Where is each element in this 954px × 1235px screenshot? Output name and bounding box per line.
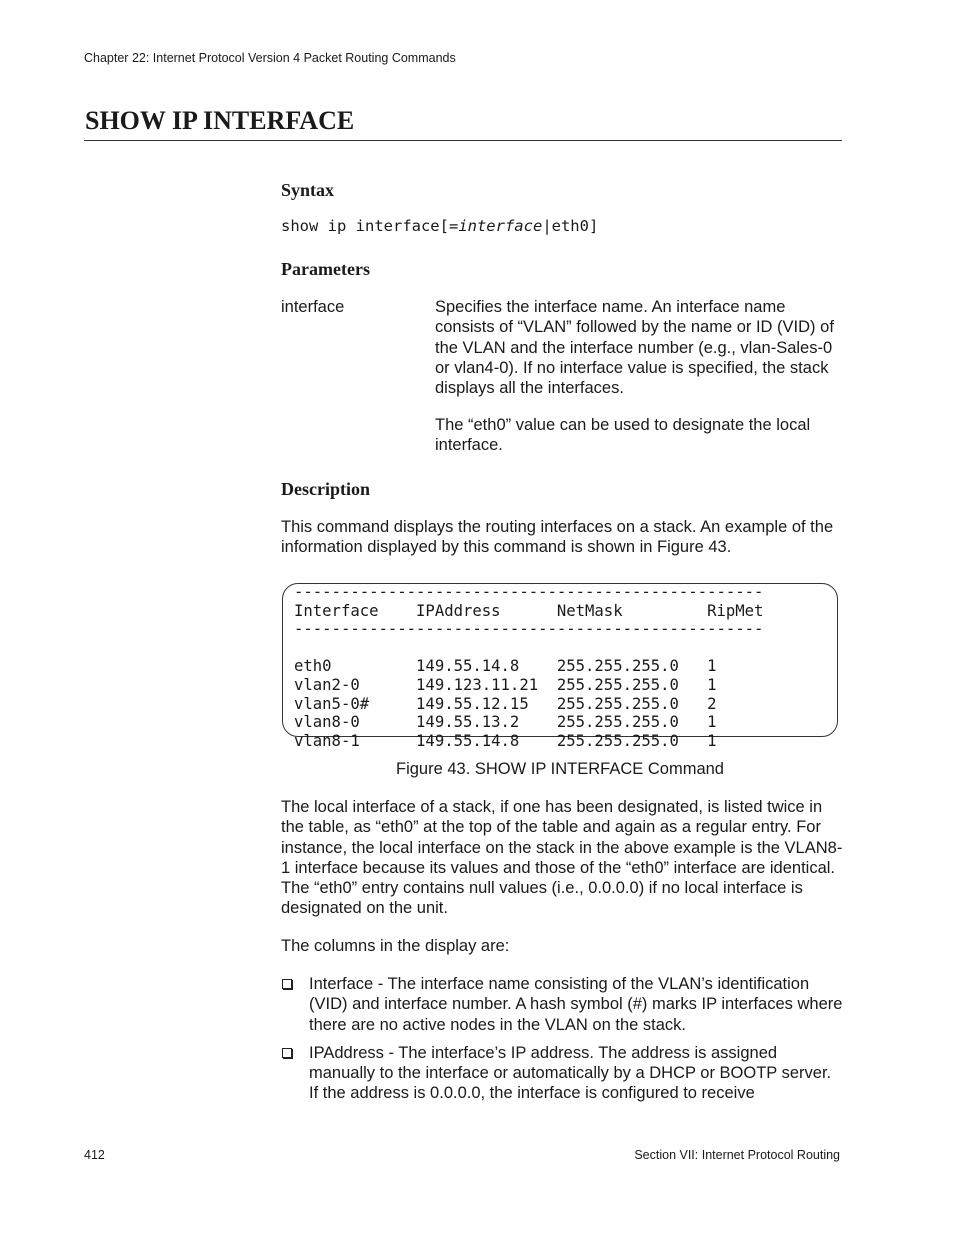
- param-desc-eth0: The “eth0” value can be used to designate the local interface.: [435, 416, 811, 455]
- description-para: The local interface of a stack, if one has been designated, is listed twice in the table, as “eth0” at the top of the table and again as a regular entry. For instance, the local interface on the stack in the above example is the VLAN8-1 interface because its values and those of the “eth0” interface are identical. The “eth0” entry contains null values (i.e., 0.0.0.0) if no local interface is designated on the unit.: [281, 798, 843, 918]
- param-desc: Specifies the interface name. An interface name consists of “VLAN” followed by the name or ID (VID) of the VLAN and the interface number (e.g., vlan-Sales-0 or vlan4-0). If no interface value is specified, the stack displays all the interfaces.: [435, 298, 834, 398]
- section-footer: Section VII: Internet Protocol Routing: [634, 1148, 840, 1162]
- column-list: [281, 974, 843, 1112]
- description-intro: This command displays the routing interfaces on a stack. An example of the information displayed by this command is shown in Figure 43.: [281, 518, 834, 557]
- syntax-suffix: |eth0]: [542, 217, 599, 235]
- page-title: SHOW IP INTERFACE: [85, 106, 355, 135]
- syntax-heading: Syntax: [281, 180, 335, 200]
- columns-intro: The columns in the display are:: [281, 937, 510, 955]
- param-name: interface: [281, 298, 345, 316]
- list-item: IPAddress - The interface’s IP address. The address is assigned manually to the interface or automatically by a DHCP or BOOTP server. If the address is 0.0.0.0, the interface is configured to receive: [281, 1043, 843, 1104]
- syntax-prefix: show ip interface[=: [281, 217, 459, 235]
- list-item: Interface - The interface name consisting of the VLAN’s identification (VID) and interface number. A hash symbol (#) marks IP interfaces where there are no active nodes in the VLAN on the stack.: [281, 974, 843, 1035]
- syntax-param: interface: [458, 217, 543, 235]
- description-heading: Description: [281, 479, 370, 499]
- syntax-command: [281, 217, 598, 235]
- figure-caption: Figure 43. SHOW IP INTERFACE Command: [396, 760, 724, 778]
- figure-table: -------------------------------------------------- Interface IPAddress NetMask RipMet -------------------------------------------------- eth0 149.55.14.8 255.255.255.0 1 vlan2-0 149.123.11.21 255.255.255.0 1 vlan5-0# 149.55.12.15 255.255.255.0 2 vlan8-0 149.55.13.2 255.255.255.0 1 vlan8-1 149.55.14.8 255.255.255.0 1: [294, 583, 764, 750]
- page-number: 412: [84, 1148, 105, 1162]
- checkbox-bullet-icon: [282, 1048, 292, 1058]
- title-rule: [84, 140, 842, 141]
- parameters-heading: Parameters: [281, 259, 370, 279]
- checkbox-bullet-icon: [282, 979, 292, 989]
- running-head: Chapter 22: Internet Protocol Version 4 Packet Routing Commands: [84, 51, 456, 65]
